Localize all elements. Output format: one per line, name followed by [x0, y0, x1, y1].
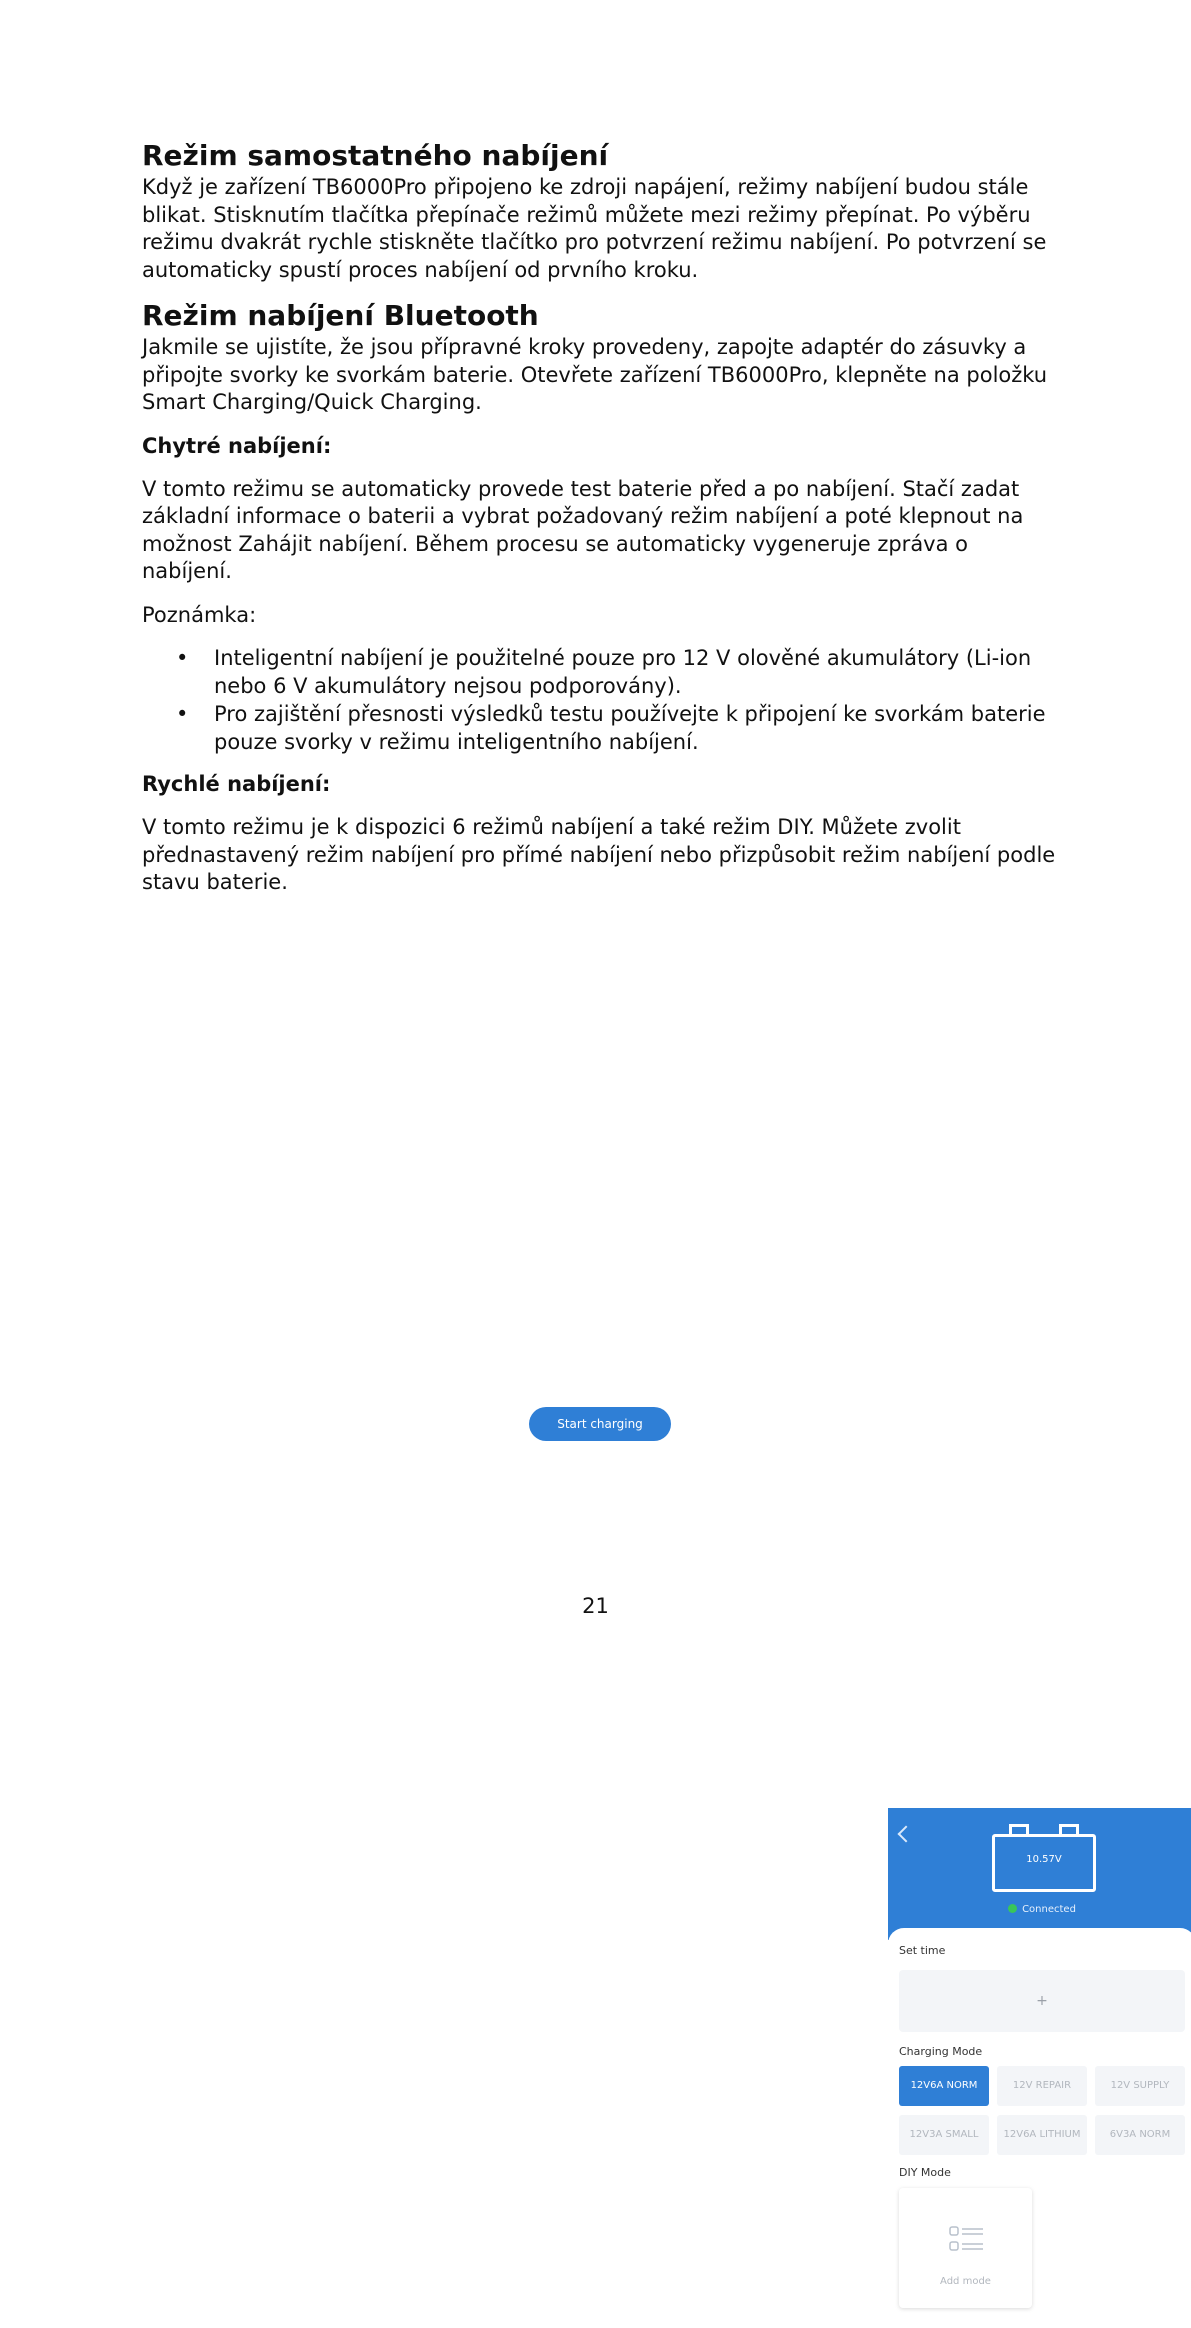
battery-voltage: 10.57V	[1026, 1854, 1062, 1865]
connection-status-text: Connected	[1022, 1904, 1076, 1915]
bullet-icon: •	[176, 646, 189, 670]
document-body	[142, 138, 1062, 897]
mode-button-12v-repair[interactable]: 12V REPAIR	[997, 2066, 1087, 2106]
list-icon	[949, 2224, 985, 2254]
paragraph-bluetooth-charging: Jakmile se ujistíte, že jsou přípravné kroky provedeny, zapojte adaptér do zásuvky a připojte svorky ke svorkám baterie. Otevřete zařízení TB6000Pro, klepněte na položku Smart Charging/Quick Charging.	[142, 335, 1048, 414]
note-list	[142, 645, 1062, 756]
add-mode-card[interactable]	[899, 2188, 1032, 2308]
note-item	[142, 701, 1062, 756]
paragraph-standalone-charging: Když je zařízení TB6000Pro připojeno ke zdroji napájení, režimy nabíjení budou stále blikat. Stisknutím tlačítka přepínače režimů můžete mezi režimy přepínat. Po výběru režimu dvakrát rychle stiskněte tlačítko pro potvrzení režimu nabíjení. Po potvrzení se automaticky spustí proces nabíjení od prvního kroku.	[142, 175, 1047, 282]
charging-mode-label: Charging Mode	[899, 2045, 983, 2058]
heading-bluetooth-charging: Režim nabíjení Bluetooth	[142, 299, 539, 332]
mode-button-6v3a-norm[interactable]: 6V3A NORM	[1095, 2115, 1185, 2155]
paragraph-smart-charging: V tomto režimu se automaticky provede test baterie před a po nabíjení. Stačí zadat základní informace o baterii a vybrat požadovaný režim nabíjení a poté klepnout na možnost Zahájit nabíjení. Během procesu se automaticky vygeneruje zpráva o nabíjení.	[142, 476, 1024, 583]
start-charging-button[interactable]: Start charging	[529, 1407, 671, 1441]
bullet-icon: •	[176, 702, 189, 726]
paragraph-quick-charging: V tomto režimu je k dispozici 6 režimů nabíjení a také režim DIY. Můžete zvolit přednastavený režim nabíjení pro přímé nabíjení nebo přizpůsobit režim nabíjení podle stavu baterie.	[142, 815, 1056, 894]
battery-terminal-icon	[1009, 1824, 1029, 1837]
connection-status	[888, 1904, 1191, 1915]
heading-smart-charging: Chytré nabíjení:	[142, 433, 332, 458]
heading-standalone-charging: Režim samostatného nabíjení	[142, 139, 609, 172]
note-label: Poznámka:	[142, 602, 257, 627]
mode-button-12v3a-small[interactable]: 12V3A SMALL	[899, 2115, 989, 2155]
battery-icon	[992, 1834, 1096, 1892]
note-item	[142, 645, 1062, 700]
mode-button-12v6a-lithium[interactable]: 12V6A LITHIUM	[997, 2115, 1087, 2155]
add-mode-label: Add mode	[940, 2276, 991, 2287]
set-time-field[interactable]	[899, 1970, 1185, 2032]
mode-button-12v6a-norm[interactable]: 12V6A NORM	[899, 2066, 989, 2106]
app-header	[888, 1808, 1191, 1940]
connected-dot-icon	[1008, 1904, 1017, 1913]
note-item-text: Inteligentní nabíjení je použitelné pouze pro 12 V olověné akumulátory (Li-ion nebo 6 V akumulátory nejsou podporovány).	[214, 646, 1032, 698]
page-number: 21	[582, 1594, 609, 1618]
battery-terminal-icon	[1059, 1824, 1079, 1837]
diy-mode-label: DIY Mode	[899, 2166, 951, 2179]
plus-icon: +	[1036, 1993, 1048, 2009]
heading-quick-charging: Rychlé nabíjení:	[142, 772, 331, 796]
set-time-label: Set time	[899, 1944, 946, 1957]
mode-button-12v-supply[interactable]: 12V SUPPLY	[1095, 2066, 1185, 2106]
note-item-text: Pro zajištění přesnosti výsledků testu používejte k připojení ke svorkám baterie pouze svorky v režimu inteligentního nabíjení.	[214, 702, 1046, 754]
app-screen	[888, 1808, 1191, 2328]
back-arrow-icon[interactable]	[898, 1826, 915, 1843]
app-body	[888, 1928, 1191, 2328]
